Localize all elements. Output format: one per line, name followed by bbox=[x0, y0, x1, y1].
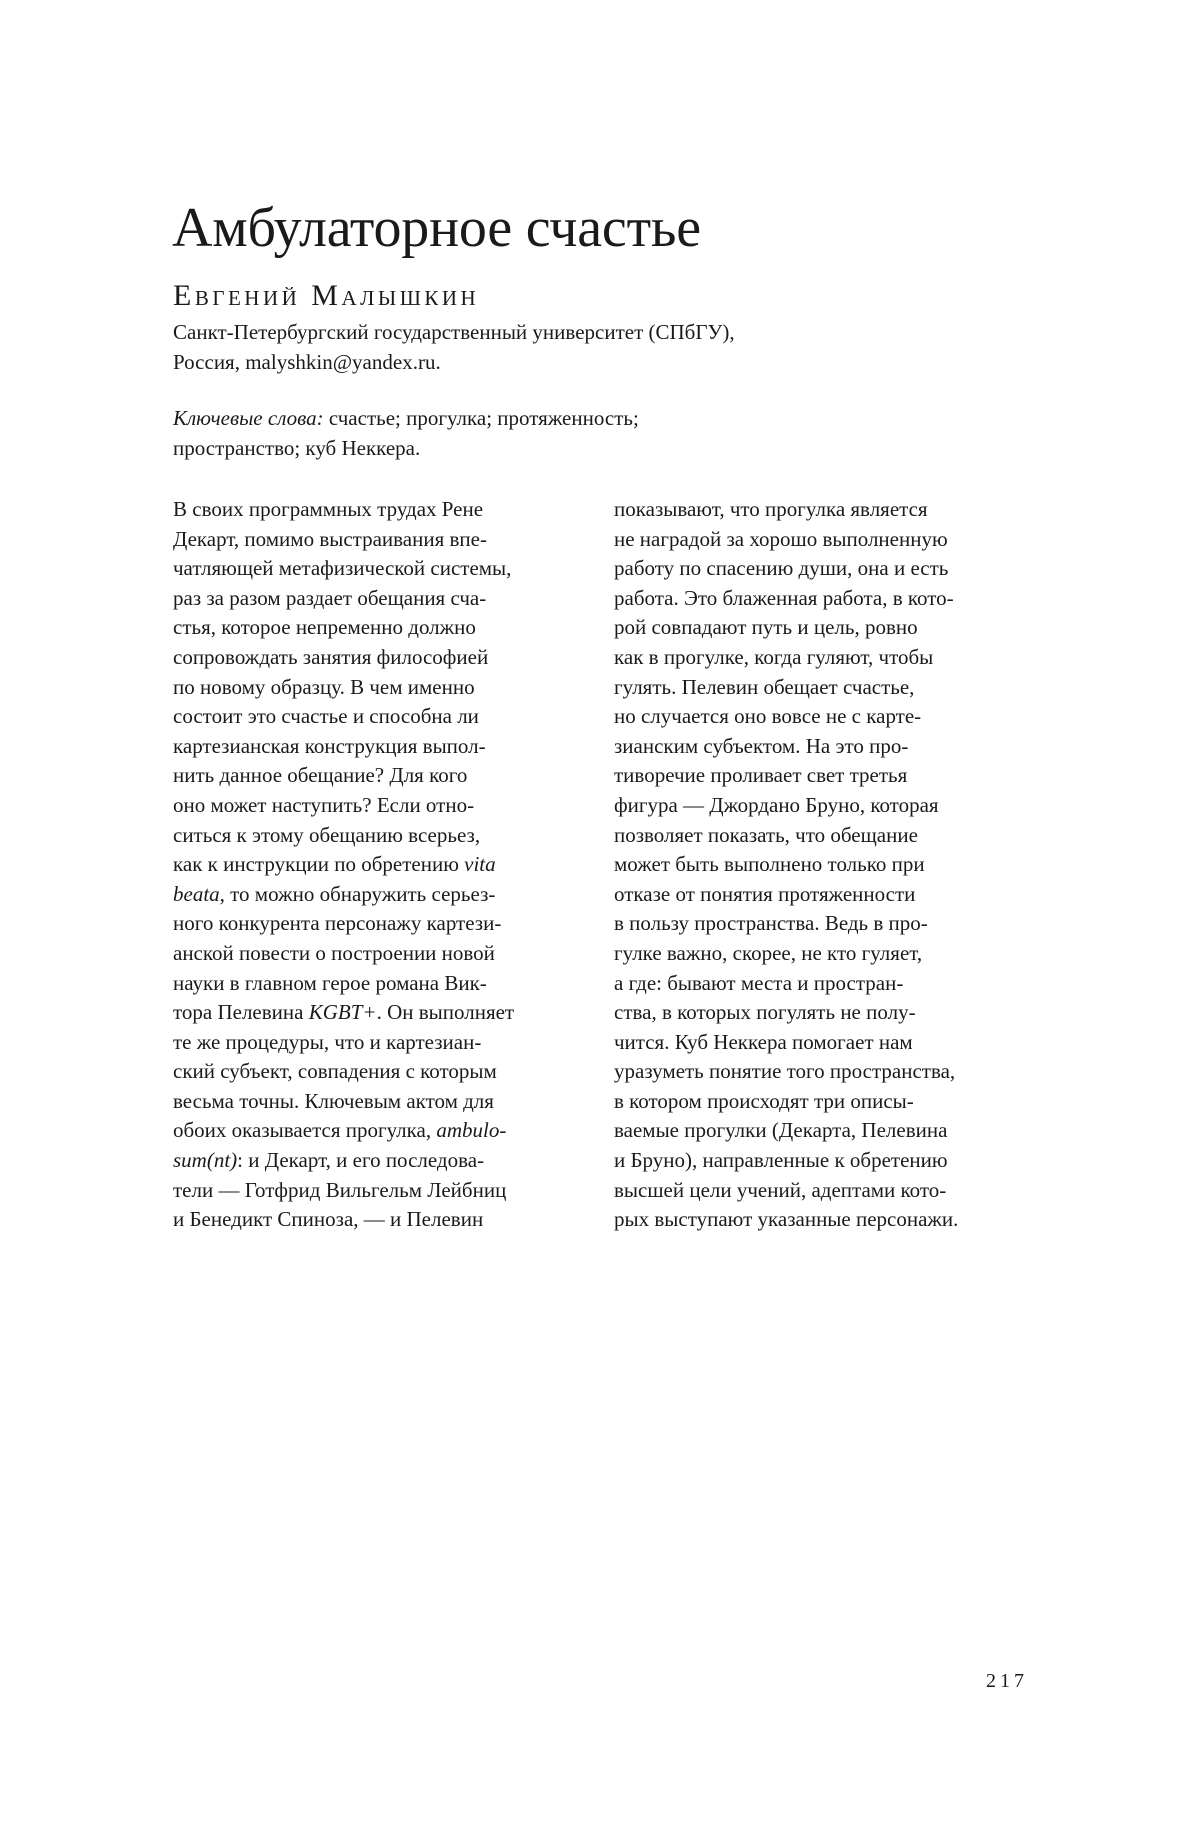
text-line: науки в главном герое романа Вик- bbox=[173, 970, 487, 995]
body-column-left bbox=[173, 495, 603, 1235]
text-line: рой совпадают путь и цель, ровно bbox=[614, 615, 918, 640]
text-line: те же процедуры, что и картезиан- bbox=[173, 1029, 482, 1054]
author-affiliation bbox=[173, 317, 873, 377]
italic-term: KGBT+ bbox=[308, 1000, 377, 1025]
italic-term: vita bbox=[464, 852, 496, 877]
text-line: отказе от понятия протяженности bbox=[614, 881, 916, 906]
text-line: раз за разом раздает обещания сча- bbox=[173, 585, 487, 610]
text-line: ного конкурента персонажу картези- bbox=[173, 911, 502, 936]
italic-term: beata bbox=[173, 881, 220, 906]
text-line: а где: бывают места и простран- bbox=[614, 970, 904, 995]
text-line: ваемые прогулки (Декарта, Пелевина bbox=[614, 1118, 948, 1143]
text-line: ский субъект, совпадения с которым bbox=[173, 1059, 497, 1084]
text-line: Декарт, помимо выстраивания впе- bbox=[173, 526, 487, 551]
text-line: оно может наступить? Если отно- bbox=[173, 792, 475, 817]
text-line: как в прогулке, когда гуляют, чтобы bbox=[614, 644, 934, 669]
text-line: нить данное обещание? Для кого bbox=[173, 763, 468, 788]
text-line: сопровождать занятия философией bbox=[173, 644, 489, 669]
text-line: весьма точны. Ключевым актом для bbox=[173, 1088, 494, 1113]
text-line: работа. Это блаженная работа, в кото- bbox=[614, 585, 954, 610]
text-line: уразуметь понятие того пространства, bbox=[614, 1059, 956, 1084]
text-line: и Бенедикт Спиноза, — и Пелевин bbox=[173, 1207, 484, 1232]
author-name: Евгений Малышкин bbox=[173, 279, 480, 312]
text-line: анской повести о построении новой bbox=[173, 940, 495, 965]
italic-term: sum(nt) bbox=[173, 1148, 238, 1173]
text-line: картезианская конструкция выпол- bbox=[173, 733, 486, 758]
text-line: состоит это счастье и способна ли bbox=[173, 704, 479, 729]
text-line: beata, то можно обнаружить серьез- bbox=[173, 881, 496, 906]
text-line: позволяет показать, что обещание bbox=[614, 822, 918, 847]
text-line: ситься к этому обещанию всерьез, bbox=[173, 822, 481, 847]
affiliation-line: Санкт-Петербургский государственный университет (СПбГУ), bbox=[173, 320, 735, 344]
text-line: В своих программных трудах Рене bbox=[173, 497, 484, 521]
text-line: гулке важно, скорее, не кто гуляет, bbox=[614, 940, 923, 965]
text-line: рых выступают указанные персонажи. bbox=[614, 1207, 959, 1232]
italic-term: ambulo- bbox=[436, 1118, 507, 1143]
affiliation-line: Россия, malyshkin@yandex.ru. bbox=[173, 350, 441, 374]
keywords-line bbox=[173, 403, 873, 433]
text-line: не наградой за хорошо выполненную bbox=[614, 526, 948, 551]
text-line: стья, которое непременно должно bbox=[173, 615, 476, 640]
keywords-line: пространство; куб Неккера. bbox=[173, 436, 421, 460]
text-line: в котором происходят три описы- bbox=[614, 1088, 914, 1113]
text-line: высшей цели учений, адептами кото- bbox=[614, 1177, 947, 1202]
text-line: sum(nt): и Декарт, и его последова- bbox=[173, 1148, 485, 1173]
article-title: Амбулаторное счастье bbox=[172, 197, 701, 259]
text-line: гулять. Пелевин обещает счастье, bbox=[614, 674, 915, 699]
text-line: обоих оказывается прогулка, ambulo- bbox=[173, 1118, 507, 1143]
text-line: фигура — Джордано Бруно, которая bbox=[614, 792, 939, 817]
page-number: 217 bbox=[986, 1670, 1028, 1692]
text-line: работу по спасению души, она и есть bbox=[614, 556, 949, 581]
text-line: показывают, что прогулка является bbox=[614, 497, 928, 521]
text-line: тора Пелевина KGBT+. Он выполняет bbox=[173, 1000, 515, 1025]
text-line: как к инструкции по обретению vita bbox=[173, 852, 496, 877]
keywords-list: счастье; прогулка; протяженность; bbox=[323, 406, 639, 430]
text-line: чатляющей метафизической системы, bbox=[173, 556, 512, 581]
text-line: может быть выполнено только при bbox=[614, 852, 925, 877]
keywords-label: Ключевые слова: bbox=[173, 406, 324, 430]
text-line: ства, в которых погулять не полу- bbox=[614, 1000, 916, 1025]
text-line: и Бруно), направленные к обретению bbox=[614, 1148, 948, 1173]
text-line: зианским субъектом. На это про- bbox=[614, 733, 909, 758]
text-line: тиворечие проливает свет третья bbox=[614, 763, 908, 788]
keywords bbox=[173, 403, 873, 463]
text-line: тели — Готфрид Вильгельм Лейбниц bbox=[173, 1177, 507, 1202]
text-line: но случается оно вовсе не с карте- bbox=[614, 704, 922, 729]
text-line: чится. Куб Неккера помогает нам bbox=[614, 1029, 913, 1054]
text-line: в пользу пространства. Ведь в про- bbox=[614, 911, 928, 936]
text-line: по новому образцу. В чем именно bbox=[173, 674, 475, 699]
body-column-right bbox=[614, 495, 1044, 1235]
